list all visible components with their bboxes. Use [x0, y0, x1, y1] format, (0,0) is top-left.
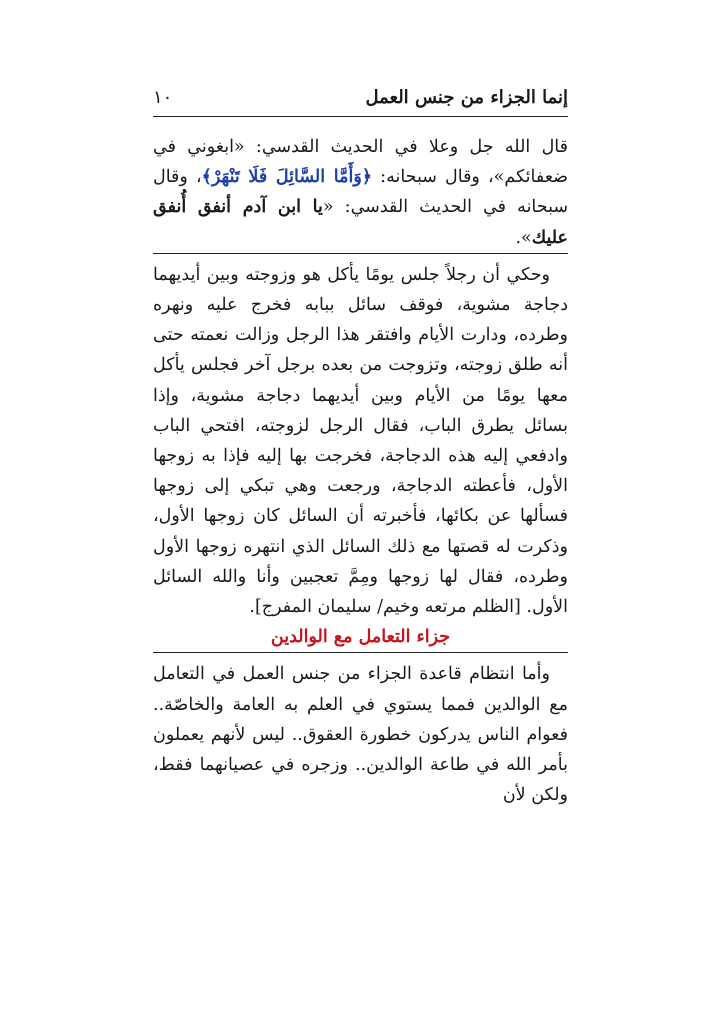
body-text — [153, 132, 568, 810]
paragraph-story: وحكي أن رجلاً جلس يومًا يأكل هو وزوجته وبين أيديهما دجاجة مشوية، فوقف سائل ببابه فخرج عليه ونهره وطرده، ودارت الأيام وافتقر هذا الرجل وزالت نعمته حتى أنه طلق زوجته، وتزوجت من بعده برجل آخر فجلس يأكل معها يومًا من الأيام وبين أيديهما دجاجة مشوية، وإذا بسائل يطرق الباب، فقال الرجل لزوجته، افتحي الباب وادفعي إليه هذه الدجاجة، فخرجت بها إليه فإذا به زوجها الأول، فأعطته الدجاجة، ورجعت وهي تبكي إلى زوجها فسألها عن بكائها، فأخبرته أن السائل كان زوجها الأول، وذكرت له قصتها مع ذلك السائل الذي انتهره زوجها الأول وطرده، فقال لها زوجها ومِمَّ تعجبين وأنا والله السائل الأول. [الظلم مرتعه وخيم/ سليمان المفرج]. — [153, 264, 568, 618]
section-separator — [153, 652, 568, 653]
para1-prefix: قال الله جل وعلا في الحديث القدسي: «ابغوني في ضعفائكم»، وقال سبحانه: — [153, 137, 569, 188]
paragraph-parents: وأما انتظام قاعدة الجزاء من جنس العمل في التعامل مع الوالدين فمما يستوي في العلم به العامة والخاصّة.. فعوام الناس يدركون خطورة العقوق.. ليس لأنهم يعملون بأمر الله في طاعة الوالدين.. وزجره في عصيانهما فقط، ولكن لأن — [153, 664, 568, 806]
header-rule — [153, 116, 568, 117]
paragraph-hadith — [153, 132, 568, 253]
para1-middle: ، وقال سبحانه في الحديث القدسي: « — [153, 167, 569, 218]
para1-suffix: ». — [515, 227, 532, 248]
section-heading: جزاء التعامل مع الوالدين — [270, 627, 451, 648]
running-title: إنما الجزاء من جنس العمل — [365, 86, 568, 108]
quran-verse: ﴿وَأَمَّا السَّائِلَ فَلَا تَنْهَرْ﴾ — [201, 167, 373, 188]
hadith-quote: يا ابن آدم أنفق أُنفق عليك — [153, 197, 568, 248]
paragraph-separator — [153, 253, 568, 254]
page-number: ١٠ — [153, 86, 173, 108]
page-header — [153, 80, 568, 114]
